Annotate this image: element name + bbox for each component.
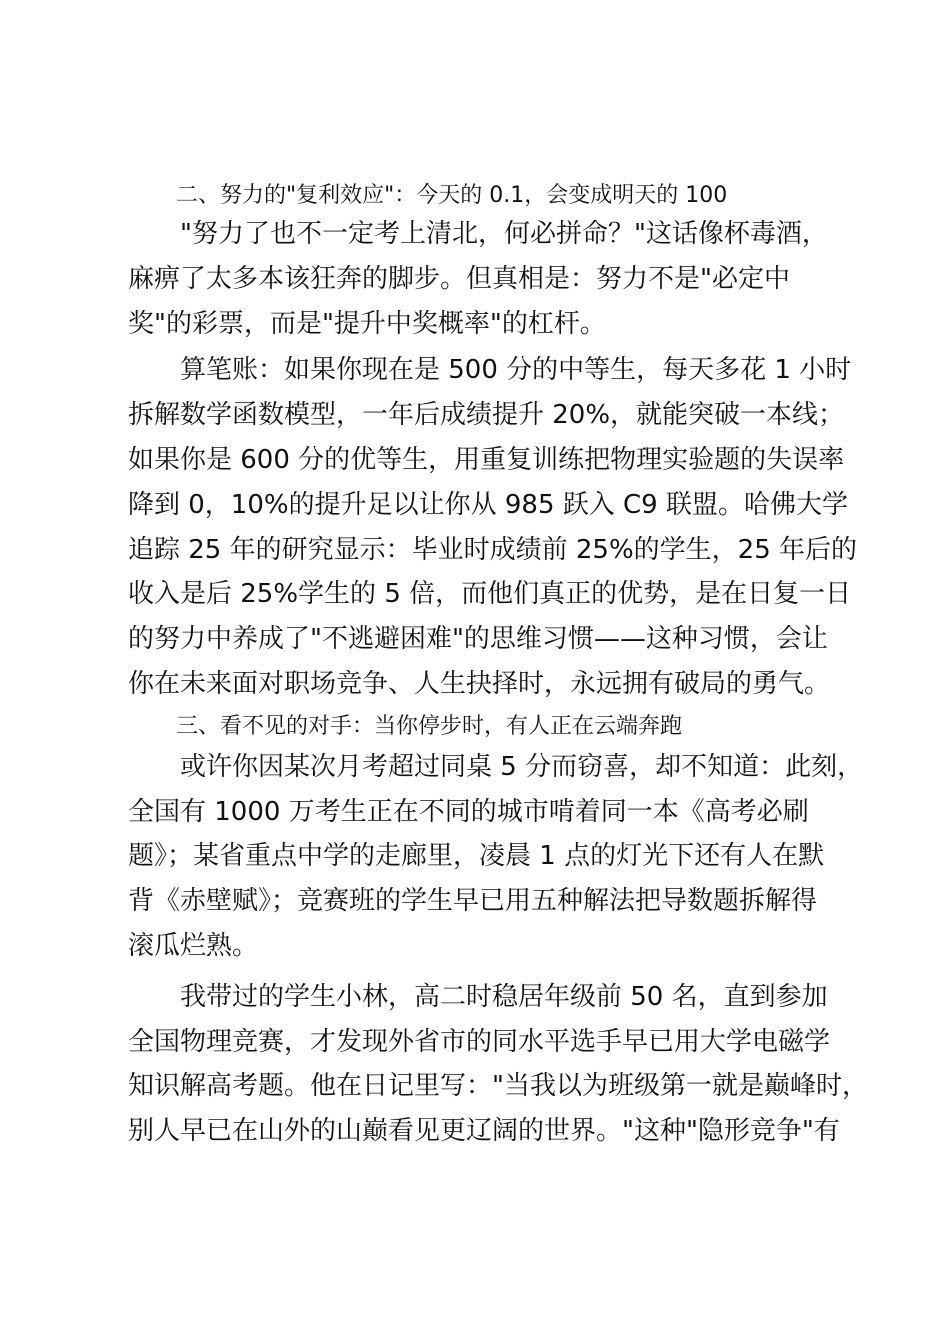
paragraph-line: "努力了也不一定考上清北，何必拼命？"这话像杯毒酒， bbox=[180, 219, 828, 249]
paragraph-line: 如果你是 600 分的优等生，用重复训练把物理实验题的失误率 bbox=[128, 444, 845, 475]
document-page bbox=[128, 170, 868, 1154]
paragraph-line: 或许你因某次月考超过同桌 5 分而窃喜，却不知道：此刻， bbox=[180, 751, 864, 782]
paragraph-line: 别人早已在山外的山巅看见更辽阔的世界。"这种"隐形竞争"有 bbox=[128, 1116, 840, 1147]
paragraph-line: 背《赤壁赋》；竞赛班的学生早已用五种解法把导数题拆解得 bbox=[128, 886, 818, 917]
paragraph-line: 你在未来面对职场竞争、人生抉择时，永远拥有破局的勇气。 bbox=[128, 668, 831, 699]
paragraph-4 bbox=[128, 975, 868, 1154]
paragraph-line: 追踪 25 年的研究显示：毕业时成绩前 25%的学生，25 年后的 bbox=[128, 534, 858, 565]
paragraph-line: 知识解高考题。他在日记里写："当我以为班级第一就是巅峰时， bbox=[128, 1071, 868, 1102]
paragraph-line: 算笔账：如果你现在是 500 分的中等生，每天多花 1 小时 bbox=[180, 355, 852, 386]
paragraph-line: 奖"的彩票，而是"提升中奖概率"的杠杆。 bbox=[128, 308, 606, 339]
paragraph-line: 题》；某省重点中学的走廊里，凌晨 1 点的灯光下还有人在默 bbox=[128, 841, 825, 872]
paragraph-1 bbox=[128, 212, 840, 346]
paragraph-line: 麻痹了太多本该狂奔的脚步。但真相是：努力不是"必定中 bbox=[128, 263, 790, 294]
paragraph-line: 降到 0，10%的提升足以让你从 985 跃入 C9 联盟。哈佛大学 bbox=[128, 489, 848, 520]
paragraph-2 bbox=[128, 348, 858, 706]
paragraph-line: 滚瓜烂熟。 bbox=[128, 930, 259, 961]
section-heading-3: 三、看不见的对手：当你停步时，有人正在云端奔跑 bbox=[176, 713, 683, 739]
paragraph-line: 收入是后 25%学生的 5 倍，而他们真正的优势，是在日复一日 bbox=[128, 579, 852, 610]
paragraph-3 bbox=[128, 745, 864, 969]
paragraph-line: 全国有 1000 万考生正在不同的城市啃着同一本《高考必刷 bbox=[128, 796, 809, 827]
paragraph-line: 的努力中养成了"不逃避困难"的思维习惯——这种习惯，会让 bbox=[128, 624, 828, 655]
paragraph-line: 拆解数学函数模型，一年后成绩提升 20%，就能突破一本线； bbox=[128, 400, 845, 431]
paragraph-line: 全国物理竞赛，才发现外省市的同水平选手早已用大学电磁学 bbox=[128, 1026, 831, 1057]
section-heading-2: 二、努力的"复利效应"：今天的 0.1，会变成明天的 100 bbox=[176, 183, 728, 208]
paragraph-line: 我带过的学生小林，高二时稳居年级前 50 名，直到参加 bbox=[180, 981, 828, 1012]
